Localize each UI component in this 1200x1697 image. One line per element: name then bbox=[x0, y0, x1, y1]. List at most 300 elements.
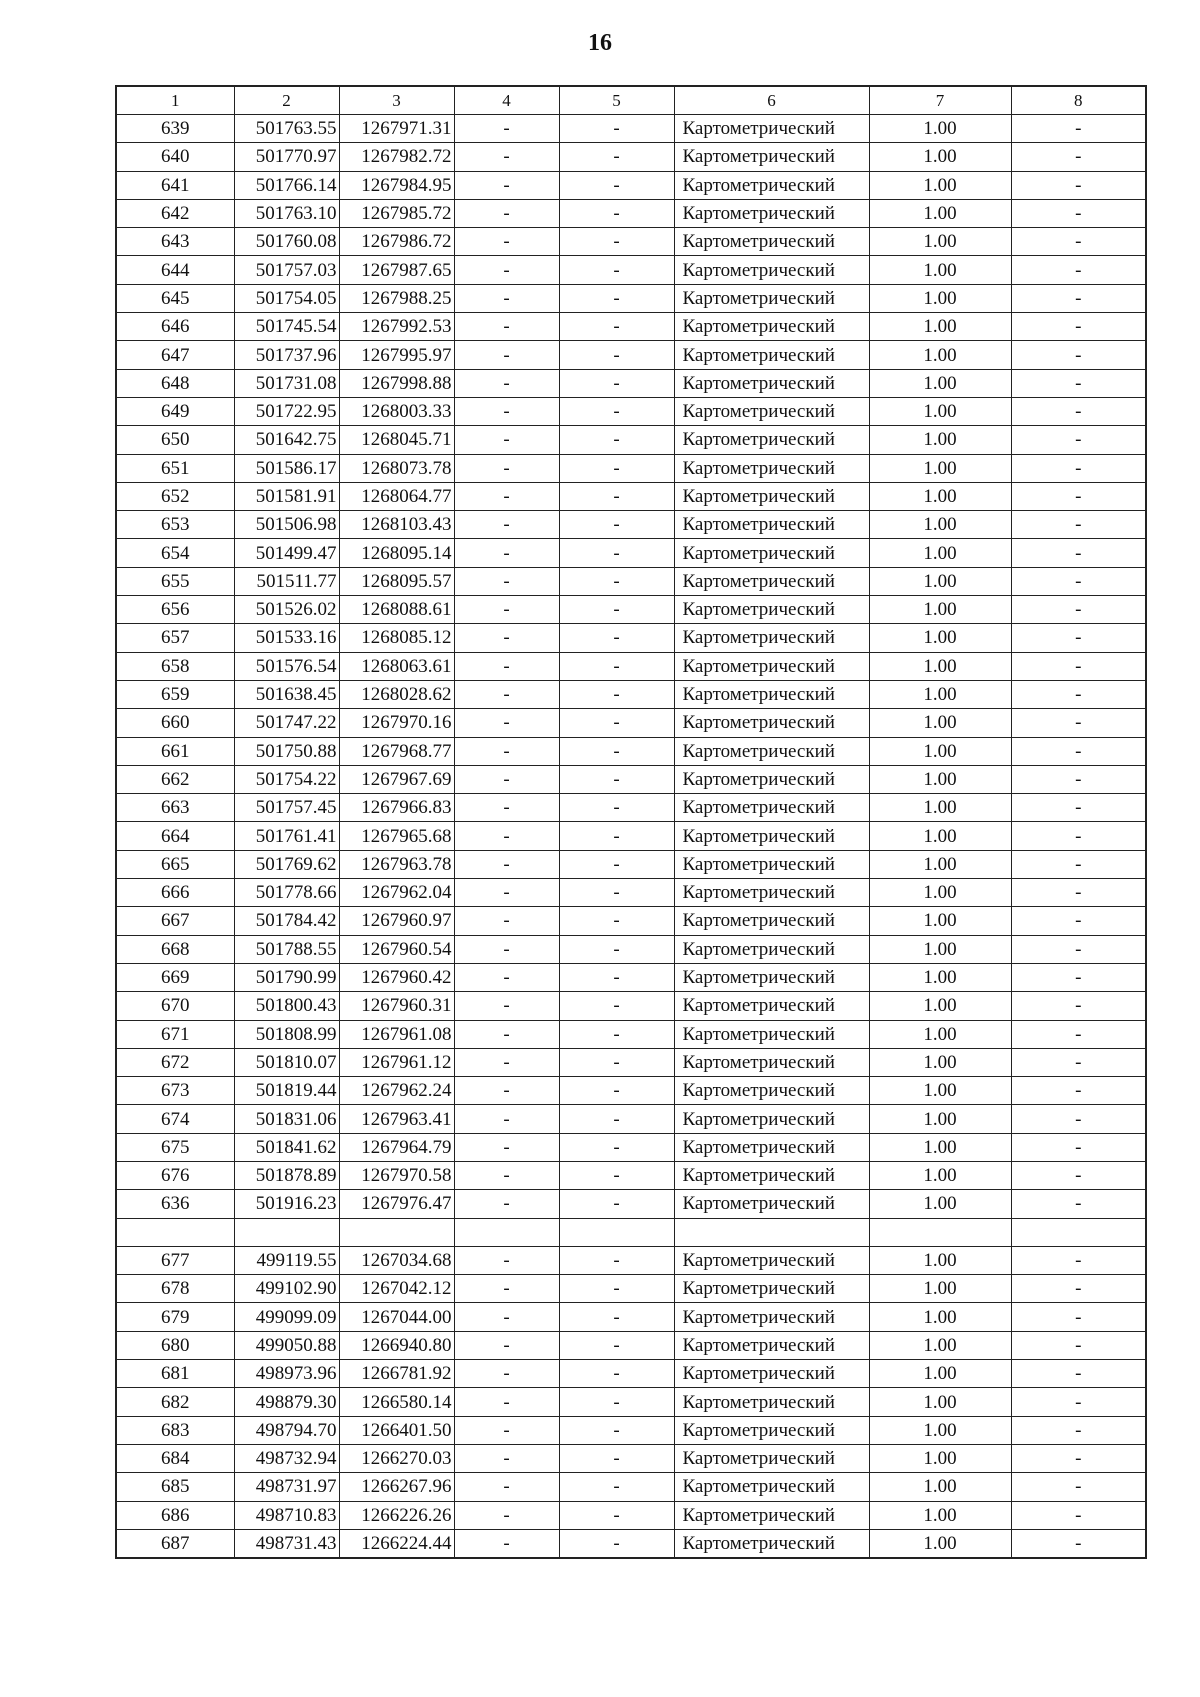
col4-cell: - bbox=[454, 1360, 559, 1388]
point-number-cell: 673 bbox=[116, 1077, 234, 1105]
accuracy-cell: 1.00 bbox=[869, 539, 1011, 567]
accuracy-cell: 1.00 bbox=[869, 1020, 1011, 1048]
col4-cell: - bbox=[454, 426, 559, 454]
col4-cell: - bbox=[454, 1246, 559, 1274]
point-number-cell: 671 bbox=[116, 1020, 234, 1048]
col4-cell: - bbox=[454, 482, 559, 510]
y-coordinate-cell: 1267963.78 bbox=[339, 850, 454, 878]
method-cell: Картометрический bbox=[674, 1388, 869, 1416]
accuracy-cell: 1.00 bbox=[869, 426, 1011, 454]
col8-cell: - bbox=[1011, 1048, 1146, 1076]
col4-cell: - bbox=[454, 1077, 559, 1105]
method-cell: Картометрический bbox=[674, 567, 869, 595]
y-coordinate-cell: 1267966.83 bbox=[339, 794, 454, 822]
col8-cell: - bbox=[1011, 1105, 1146, 1133]
accuracy-cell: 1.00 bbox=[869, 256, 1011, 284]
col4-cell: - bbox=[454, 539, 559, 567]
accuracy-cell: 1.00 bbox=[869, 680, 1011, 708]
accuracy-cell: 1.00 bbox=[869, 1105, 1011, 1133]
col5-cell: - bbox=[559, 1105, 674, 1133]
table-row bbox=[116, 765, 1146, 793]
y-coordinate-cell: 1267042.12 bbox=[339, 1275, 454, 1303]
method-cell bbox=[674, 1218, 869, 1246]
col8-cell: - bbox=[1011, 1020, 1146, 1048]
col5-cell bbox=[559, 1218, 674, 1246]
point-number-cell: 642 bbox=[116, 199, 234, 227]
col4-cell: - bbox=[454, 1133, 559, 1161]
col5-cell: - bbox=[559, 1331, 674, 1359]
method-cell: Картометрический bbox=[674, 1190, 869, 1218]
method-cell: Картометрический bbox=[674, 1473, 869, 1501]
col8-cell: - bbox=[1011, 737, 1146, 765]
y-coordinate-cell: 1268028.62 bbox=[339, 680, 454, 708]
col5-cell: - bbox=[559, 1190, 674, 1218]
x-coordinate-cell: 501841.62 bbox=[234, 1133, 339, 1161]
y-coordinate-cell: 1267962.24 bbox=[339, 1077, 454, 1105]
table-row bbox=[116, 454, 1146, 482]
accuracy-cell: 1.00 bbox=[869, 765, 1011, 793]
y-coordinate-cell: 1266580.14 bbox=[339, 1388, 454, 1416]
col4-cell bbox=[454, 1218, 559, 1246]
col5-cell: - bbox=[559, 426, 674, 454]
y-coordinate-cell: 1267970.58 bbox=[339, 1161, 454, 1189]
table-row bbox=[116, 652, 1146, 680]
col5-cell: - bbox=[559, 737, 674, 765]
accuracy-cell: 1.00 bbox=[869, 341, 1011, 369]
y-coordinate-cell: 1266781.92 bbox=[339, 1360, 454, 1388]
col8-cell: - bbox=[1011, 1501, 1146, 1529]
method-cell: Картометрический bbox=[674, 879, 869, 907]
accuracy-cell: 1.00 bbox=[869, 199, 1011, 227]
col5-cell: - bbox=[559, 680, 674, 708]
method-cell: Картометрический bbox=[674, 397, 869, 425]
point-number-cell: 669 bbox=[116, 963, 234, 991]
y-coordinate-cell: 1267995.97 bbox=[339, 341, 454, 369]
table-row bbox=[116, 567, 1146, 595]
accuracy-cell: 1.00 bbox=[869, 567, 1011, 595]
col8-cell: - bbox=[1011, 1303, 1146, 1331]
col8-cell: - bbox=[1011, 567, 1146, 595]
col8-cell: - bbox=[1011, 1246, 1146, 1274]
col5-cell: - bbox=[559, 313, 674, 341]
method-cell: Картометрический bbox=[674, 1275, 869, 1303]
method-cell: Картометрический bbox=[674, 341, 869, 369]
x-coordinate-cell: 501526.02 bbox=[234, 596, 339, 624]
method-cell: Картометрический bbox=[674, 652, 869, 680]
accuracy-cell: 1.00 bbox=[869, 1246, 1011, 1274]
table-row bbox=[116, 1529, 1146, 1558]
col8-cell: - bbox=[1011, 256, 1146, 284]
y-coordinate-cell: 1267986.72 bbox=[339, 228, 454, 256]
accuracy-cell: 1.00 bbox=[869, 624, 1011, 652]
col8-cell: - bbox=[1011, 511, 1146, 539]
col4-cell: - bbox=[454, 115, 559, 143]
point-number-cell: 645 bbox=[116, 284, 234, 312]
col4-cell: - bbox=[454, 794, 559, 822]
accuracy-cell: 1.00 bbox=[869, 511, 1011, 539]
table-row bbox=[116, 879, 1146, 907]
x-coordinate-cell: 498732.94 bbox=[234, 1444, 339, 1472]
accuracy-cell: 1.00 bbox=[869, 228, 1011, 256]
col8-cell: - bbox=[1011, 1529, 1146, 1558]
col5-cell: - bbox=[559, 1529, 674, 1558]
col4-cell: - bbox=[454, 879, 559, 907]
x-coordinate-cell: 498731.43 bbox=[234, 1529, 339, 1558]
table-row bbox=[116, 1303, 1146, 1331]
point-number-cell: 681 bbox=[116, 1360, 234, 1388]
x-coordinate-cell: 501763.10 bbox=[234, 199, 339, 227]
point-number-cell: 682 bbox=[116, 1388, 234, 1416]
point-number-cell: 660 bbox=[116, 709, 234, 737]
x-coordinate-cell: 499102.90 bbox=[234, 1275, 339, 1303]
accuracy-cell: 1.00 bbox=[869, 963, 1011, 991]
table-row bbox=[116, 963, 1146, 991]
method-cell: Картометрический bbox=[674, 256, 869, 284]
point-number-cell: 651 bbox=[116, 454, 234, 482]
point-number-cell: 659 bbox=[116, 680, 234, 708]
x-coordinate-cell: 501581.91 bbox=[234, 482, 339, 510]
method-cell: Картометрический bbox=[674, 1133, 869, 1161]
col4-cell: - bbox=[454, 1473, 559, 1501]
accuracy-cell: 1.00 bbox=[869, 596, 1011, 624]
table-row bbox=[116, 822, 1146, 850]
table-row bbox=[116, 794, 1146, 822]
col8-cell: - bbox=[1011, 850, 1146, 878]
header-cell: 6 bbox=[674, 86, 869, 115]
accuracy-cell: 1.00 bbox=[869, 1331, 1011, 1359]
method-cell: Картометрический bbox=[674, 1331, 869, 1359]
point-number-cell: 685 bbox=[116, 1473, 234, 1501]
table-row bbox=[116, 228, 1146, 256]
col8-cell: - bbox=[1011, 1473, 1146, 1501]
col8-cell: - bbox=[1011, 794, 1146, 822]
col4-cell: - bbox=[454, 567, 559, 595]
col5-cell: - bbox=[559, 1246, 674, 1274]
table-row bbox=[116, 709, 1146, 737]
x-coordinate-cell: 501770.97 bbox=[234, 143, 339, 171]
col8-cell: - bbox=[1011, 313, 1146, 341]
y-coordinate-cell: 1268073.78 bbox=[339, 454, 454, 482]
col8-cell: - bbox=[1011, 1161, 1146, 1189]
col8-cell: - bbox=[1011, 539, 1146, 567]
method-cell: Картометрический bbox=[674, 1246, 869, 1274]
table-row bbox=[116, 369, 1146, 397]
x-coordinate-cell: 501757.03 bbox=[234, 256, 339, 284]
col8-cell: - bbox=[1011, 596, 1146, 624]
table-row bbox=[116, 624, 1146, 652]
point-number-cell: 664 bbox=[116, 822, 234, 850]
table-row bbox=[116, 1190, 1146, 1218]
accuracy-cell: 1.00 bbox=[869, 1416, 1011, 1444]
accuracy-cell: 1.00 bbox=[869, 1077, 1011, 1105]
col8-cell: - bbox=[1011, 199, 1146, 227]
col8-cell: - bbox=[1011, 822, 1146, 850]
y-coordinate-cell: 1267960.31 bbox=[339, 992, 454, 1020]
point-number-cell: 680 bbox=[116, 1331, 234, 1359]
point-number-cell: 641 bbox=[116, 171, 234, 199]
method-cell: Картометрический bbox=[674, 482, 869, 510]
table-row bbox=[116, 935, 1146, 963]
col4-cell: - bbox=[454, 397, 559, 425]
accuracy-cell: 1.00 bbox=[869, 822, 1011, 850]
point-number-cell: 684 bbox=[116, 1444, 234, 1472]
accuracy-cell: 1.00 bbox=[869, 397, 1011, 425]
y-coordinate-cell: 1267964.79 bbox=[339, 1133, 454, 1161]
y-coordinate-cell: 1267044.00 bbox=[339, 1303, 454, 1331]
y-coordinate-cell: 1268063.61 bbox=[339, 652, 454, 680]
x-coordinate-cell: 501878.89 bbox=[234, 1161, 339, 1189]
col4-cell: - bbox=[454, 935, 559, 963]
col8-cell: - bbox=[1011, 652, 1146, 680]
y-coordinate-cell: 1267960.54 bbox=[339, 935, 454, 963]
header-cell: 8 bbox=[1011, 86, 1146, 115]
col8-cell: - bbox=[1011, 143, 1146, 171]
col8-cell: - bbox=[1011, 680, 1146, 708]
accuracy-cell: 1.00 bbox=[869, 1388, 1011, 1416]
x-coordinate-cell: 501800.43 bbox=[234, 992, 339, 1020]
point-number-cell: 677 bbox=[116, 1246, 234, 1274]
method-cell: Картометрический bbox=[674, 1077, 869, 1105]
method-cell: Картометрический bbox=[674, 850, 869, 878]
method-cell: Картометрический bbox=[674, 680, 869, 708]
y-coordinate-cell: 1268095.57 bbox=[339, 567, 454, 595]
table-row bbox=[116, 1133, 1146, 1161]
col8-cell: - bbox=[1011, 1444, 1146, 1472]
table-row bbox=[116, 1020, 1146, 1048]
method-cell: Картометрический bbox=[674, 822, 869, 850]
x-coordinate-cell: 501760.08 bbox=[234, 228, 339, 256]
x-coordinate-cell: 501506.98 bbox=[234, 511, 339, 539]
y-coordinate-cell: 1268095.14 bbox=[339, 539, 454, 567]
table-row bbox=[116, 1331, 1146, 1359]
x-coordinate-cell: 501831.06 bbox=[234, 1105, 339, 1133]
col4-cell: - bbox=[454, 454, 559, 482]
col4-cell: - bbox=[454, 850, 559, 878]
col8-cell: - bbox=[1011, 397, 1146, 425]
table-row bbox=[116, 1444, 1146, 1472]
y-coordinate-cell: 1267976.47 bbox=[339, 1190, 454, 1218]
col4-cell: - bbox=[454, 369, 559, 397]
point-number-cell: 678 bbox=[116, 1275, 234, 1303]
col8-cell: - bbox=[1011, 426, 1146, 454]
method-cell: Картометрический bbox=[674, 709, 869, 737]
method-cell: Картометрический bbox=[674, 369, 869, 397]
x-coordinate-cell: 501722.95 bbox=[234, 397, 339, 425]
method-cell: Картометрический bbox=[674, 1105, 869, 1133]
x-coordinate-cell: 501810.07 bbox=[234, 1048, 339, 1076]
accuracy-cell: 1.00 bbox=[869, 652, 1011, 680]
method-cell: Картометрический bbox=[674, 1303, 869, 1331]
col5-cell: - bbox=[559, 369, 674, 397]
col5-cell: - bbox=[559, 511, 674, 539]
y-coordinate-cell: 1268045.71 bbox=[339, 426, 454, 454]
header-cell: 3 bbox=[339, 86, 454, 115]
x-coordinate-cell: 501757.45 bbox=[234, 794, 339, 822]
col5-cell: - bbox=[559, 454, 674, 482]
accuracy-cell: 1.00 bbox=[869, 1048, 1011, 1076]
x-coordinate-cell: 501737.96 bbox=[234, 341, 339, 369]
y-coordinate-cell: 1266226.26 bbox=[339, 1501, 454, 1529]
y-coordinate-cell: 1268103.43 bbox=[339, 511, 454, 539]
col5-cell: - bbox=[559, 992, 674, 1020]
y-coordinate-cell: 1268085.12 bbox=[339, 624, 454, 652]
col4-cell: - bbox=[454, 652, 559, 680]
col8-cell: - bbox=[1011, 482, 1146, 510]
table-row bbox=[116, 539, 1146, 567]
col4-cell: - bbox=[454, 765, 559, 793]
y-coordinate-cell: 1266940.80 bbox=[339, 1331, 454, 1359]
col4-cell: - bbox=[454, 143, 559, 171]
point-number-cell: 647 bbox=[116, 341, 234, 369]
accuracy-cell: 1.00 bbox=[869, 1275, 1011, 1303]
col8-cell: - bbox=[1011, 115, 1146, 143]
method-cell: Картометрический bbox=[674, 596, 869, 624]
coordinates-table bbox=[115, 85, 1147, 1559]
point-number-cell: 676 bbox=[116, 1161, 234, 1189]
col5-cell: - bbox=[559, 199, 674, 227]
accuracy-cell: 1.00 bbox=[869, 482, 1011, 510]
method-cell: Картометрический bbox=[674, 1020, 869, 1048]
y-coordinate-cell: 1267960.97 bbox=[339, 907, 454, 935]
col5-cell: - bbox=[559, 794, 674, 822]
accuracy-cell: 1.00 bbox=[869, 115, 1011, 143]
x-coordinate-cell: 501642.75 bbox=[234, 426, 339, 454]
col5-cell: - bbox=[559, 709, 674, 737]
y-coordinate-cell: 1267992.53 bbox=[339, 313, 454, 341]
col5-cell: - bbox=[559, 1048, 674, 1076]
page-number: 16 bbox=[588, 30, 612, 56]
col8-cell: - bbox=[1011, 879, 1146, 907]
col5-cell: - bbox=[559, 567, 674, 595]
col4-cell: - bbox=[454, 284, 559, 312]
col8-cell: - bbox=[1011, 454, 1146, 482]
x-coordinate-cell: 501778.66 bbox=[234, 879, 339, 907]
point-number-cell: 662 bbox=[116, 765, 234, 793]
x-coordinate-cell: 501788.55 bbox=[234, 935, 339, 963]
table-row bbox=[116, 1105, 1146, 1133]
method-cell: Картометрический bbox=[674, 228, 869, 256]
point-number-cell: 650 bbox=[116, 426, 234, 454]
col4-cell: - bbox=[454, 228, 559, 256]
accuracy-cell: 1.00 bbox=[869, 935, 1011, 963]
col8-cell: - bbox=[1011, 709, 1146, 737]
col5-cell: - bbox=[559, 284, 674, 312]
x-coordinate-cell: 501784.42 bbox=[234, 907, 339, 935]
point-number-cell: 679 bbox=[116, 1303, 234, 1331]
col5-cell: - bbox=[559, 1444, 674, 1472]
table-row bbox=[116, 992, 1146, 1020]
col4-cell: - bbox=[454, 596, 559, 624]
y-coordinate-cell: 1267998.88 bbox=[339, 369, 454, 397]
col4-cell: - bbox=[454, 171, 559, 199]
accuracy-cell: 1.00 bbox=[869, 1303, 1011, 1331]
point-number-cell: 644 bbox=[116, 256, 234, 284]
col5-cell: - bbox=[559, 963, 674, 991]
col4-cell: - bbox=[454, 1161, 559, 1189]
x-coordinate-cell: 501638.45 bbox=[234, 680, 339, 708]
col5-cell: - bbox=[559, 228, 674, 256]
point-number-cell: 655 bbox=[116, 567, 234, 595]
col4-cell: - bbox=[454, 992, 559, 1020]
x-coordinate-cell bbox=[234, 1218, 339, 1246]
col5-cell: - bbox=[559, 171, 674, 199]
x-coordinate-cell: 498794.70 bbox=[234, 1416, 339, 1444]
accuracy-cell: 1.00 bbox=[869, 171, 1011, 199]
accuracy-cell: 1.00 bbox=[869, 1133, 1011, 1161]
col4-cell: - bbox=[454, 907, 559, 935]
accuracy-cell: 1.00 bbox=[869, 369, 1011, 397]
y-coordinate-cell: 1267034.68 bbox=[339, 1246, 454, 1274]
method-cell: Картометрический bbox=[674, 313, 869, 341]
col4-cell: - bbox=[454, 1444, 559, 1472]
col4-cell: - bbox=[454, 1529, 559, 1558]
x-coordinate-cell: 498973.96 bbox=[234, 1360, 339, 1388]
table-row bbox=[116, 596, 1146, 624]
col5-cell: - bbox=[559, 765, 674, 793]
table-header-row bbox=[116, 86, 1146, 115]
table-row bbox=[116, 397, 1146, 425]
point-number-cell: 686 bbox=[116, 1501, 234, 1529]
accuracy-cell: 1.00 bbox=[869, 284, 1011, 312]
x-coordinate-cell: 499119.55 bbox=[234, 1246, 339, 1274]
col4-cell: - bbox=[454, 1105, 559, 1133]
col4-cell: - bbox=[454, 680, 559, 708]
col5-cell: - bbox=[559, 341, 674, 369]
point-number-cell: 643 bbox=[116, 228, 234, 256]
col8-cell bbox=[1011, 1218, 1146, 1246]
x-coordinate-cell: 499050.88 bbox=[234, 1331, 339, 1359]
col8-cell: - bbox=[1011, 228, 1146, 256]
x-coordinate-cell: 501499.47 bbox=[234, 539, 339, 567]
col4-cell: - bbox=[454, 1048, 559, 1076]
accuracy-cell: 1.00 bbox=[869, 454, 1011, 482]
col8-cell: - bbox=[1011, 1360, 1146, 1388]
method-cell: Картометрический bbox=[674, 1416, 869, 1444]
y-coordinate-cell: 1266267.96 bbox=[339, 1473, 454, 1501]
accuracy-cell: 1.00 bbox=[869, 1190, 1011, 1218]
x-coordinate-cell: 501533.16 bbox=[234, 624, 339, 652]
table-row bbox=[116, 1218, 1146, 1246]
table-row bbox=[116, 199, 1146, 227]
y-coordinate-cell: 1267988.25 bbox=[339, 284, 454, 312]
table-row bbox=[116, 907, 1146, 935]
table-row bbox=[116, 1360, 1146, 1388]
method-cell: Картометрический bbox=[674, 454, 869, 482]
x-coordinate-cell: 498731.97 bbox=[234, 1473, 339, 1501]
accuracy-cell: 1.00 bbox=[869, 1161, 1011, 1189]
method-cell: Картометрический bbox=[674, 794, 869, 822]
point-number-cell: 674 bbox=[116, 1105, 234, 1133]
col4-cell: - bbox=[454, 1190, 559, 1218]
method-cell: Картометрический bbox=[674, 511, 869, 539]
col8-cell: - bbox=[1011, 1388, 1146, 1416]
table-row bbox=[116, 171, 1146, 199]
table-row bbox=[116, 1246, 1146, 1274]
table-row bbox=[116, 1501, 1146, 1529]
method-cell: Картометрический bbox=[674, 115, 869, 143]
col5-cell: - bbox=[559, 1161, 674, 1189]
col5-cell: - bbox=[559, 115, 674, 143]
col5-cell: - bbox=[559, 1360, 674, 1388]
y-coordinate-cell: 1267960.42 bbox=[339, 963, 454, 991]
x-coordinate-cell: 501511.77 bbox=[234, 567, 339, 595]
accuracy-cell: 1.00 bbox=[869, 737, 1011, 765]
col5-cell: - bbox=[559, 143, 674, 171]
header-cell: 7 bbox=[869, 86, 1011, 115]
method-cell: Картометрический bbox=[674, 1161, 869, 1189]
table-row bbox=[116, 1416, 1146, 1444]
method-cell: Картометрический bbox=[674, 143, 869, 171]
